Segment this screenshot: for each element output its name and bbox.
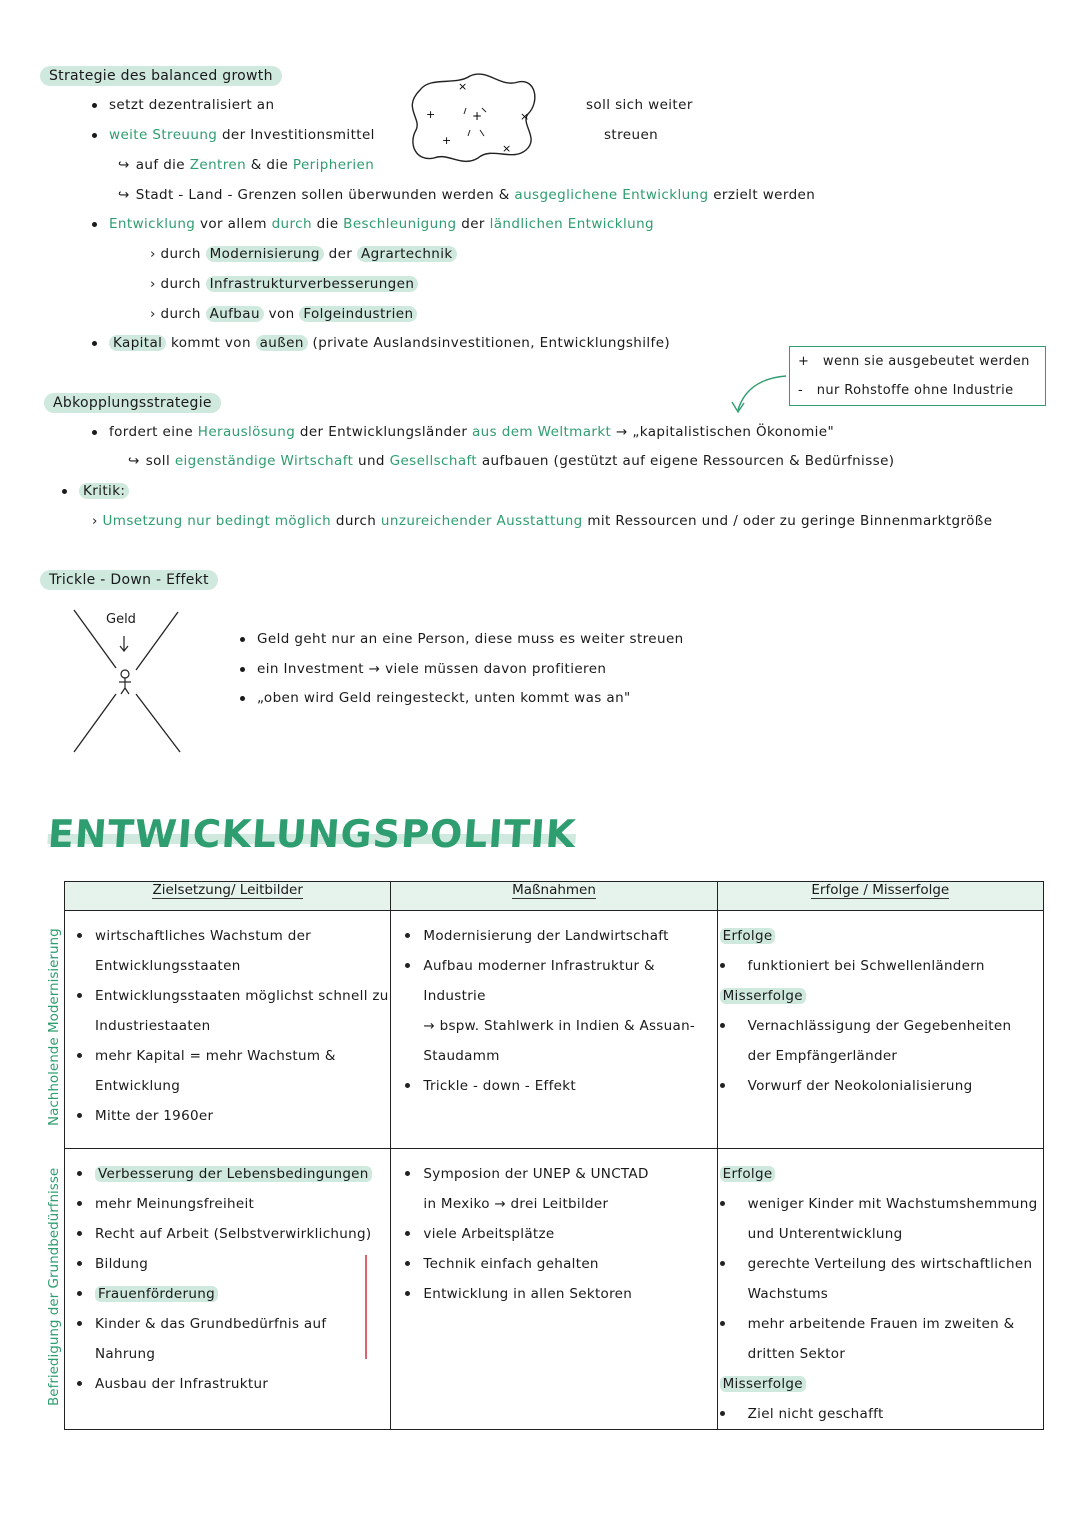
cell-line <box>720 1279 1043 1309</box>
cell-line <box>405 1219 716 1249</box>
svg-text:+: + <box>472 109 483 123</box>
r1-measures-cell <box>391 911 717 1149</box>
sketch-note-2: streuen <box>604 127 659 143</box>
cell-line <box>720 1309 1043 1339</box>
cell-text: Modernisierung der Landwirtschaft <box>423 928 669 944</box>
cell-text: Entwicklungsstaaten <box>95 958 241 974</box>
cell-text: Staudamm <box>423 1048 500 1064</box>
cell-line <box>77 1159 390 1189</box>
td-bullet-2: ein Investment → viele müssen davon profitieren <box>240 661 606 677</box>
bullet-dot <box>77 933 82 938</box>
cell-line <box>77 1101 390 1131</box>
svg-text:+: + <box>426 108 436 121</box>
row1-label: Nachholende Modernisierung <box>46 928 62 1126</box>
cell-line <box>405 1071 716 1101</box>
result-label: Misserfolge <box>720 1369 1043 1399</box>
bullet-dot <box>77 1113 82 1118</box>
cell-text: Kinder & das Grundbedürfnis auf <box>95 1316 327 1332</box>
cell-text: Ausbau der Infrastruktur <box>95 1376 269 1392</box>
balanced-growth-title: Strategie des balanced growth <box>40 66 282 86</box>
svg-text:×: × <box>458 80 468 93</box>
bg-line-4: ↪ Stadt - Land - Grenzen sollen überwunden werden & ausgeglichene Entwicklung erzielt werden <box>118 187 816 203</box>
entwicklungspolitik-table <box>64 881 1044 1430</box>
note-minus: - nur Rohstoffe ohne Industrie <box>798 383 1014 398</box>
cell-text: und Unterentwicklung <box>747 1226 903 1242</box>
cell-line <box>77 1279 390 1309</box>
cell-line <box>77 1339 390 1369</box>
cell-text: Industrie <box>423 988 486 1004</box>
ab-line-2: ↪ soll eigenständige Wirtschaft und Gesellschaft aufbauen (gestützt auf eigene Ressourcen & Bedürfnisse) <box>128 453 895 469</box>
trickle-down-sketch <box>66 608 186 758</box>
row2-label: Befriedigung der Grundbedürfnisse <box>46 1167 62 1406</box>
sketch-note-1: soll sich weiter <box>586 97 693 113</box>
cell-line <box>77 1249 390 1279</box>
cell-line <box>405 1189 716 1219</box>
svg-text:×: × <box>520 110 530 123</box>
cell-text: Mitte der 1960er <box>95 1108 214 1124</box>
cell-text: wirtschaftliches Wachstum der <box>95 928 312 944</box>
r2-measures-cell <box>391 1149 717 1430</box>
cell-text: Industriestaaten <box>95 1018 211 1034</box>
header-measures: Maßnahmen <box>391 882 717 911</box>
cell-text: viele Arbeitsplätze <box>423 1226 555 1242</box>
cell-line <box>405 981 716 1011</box>
bullet-dot <box>720 1411 725 1416</box>
cell-line <box>720 951 1043 981</box>
geld-label: Geld <box>106 612 136 627</box>
cell-text: weniger Kinder mit Wachstumshemmung <box>747 1196 1038 1212</box>
cell-line <box>77 1309 390 1339</box>
cell-line <box>405 921 716 951</box>
bullet-dot <box>405 1291 410 1296</box>
cell-line <box>720 1399 1043 1429</box>
result-label: Misserfolge <box>720 981 1043 1011</box>
bg-sub-3: › durch Aufbau von Folgeindustrien <box>150 306 417 322</box>
header-goals: Zielsetzung/ Leitbilder <box>65 882 391 911</box>
bg-line-5: Entwicklung vor allem durch die Beschleunigung der ländlichen Entwicklung <box>92 216 654 232</box>
cell-text: funktioniert bei Schwellenländern <box>747 958 985 974</box>
cell-text: Entwicklung <box>95 1078 181 1094</box>
bullet-dot <box>405 1171 410 1176</box>
cell-text: gerechte Verteilung des wirtschaftlichen <box>747 1256 1033 1272</box>
cell-text: in Mexiko → drei Leitbilder <box>423 1196 609 1212</box>
bg-sub-2: › durch Infrastrukturverbesserungen <box>150 276 418 292</box>
bg-line-2: weite Streuung der Investitionsmittel <box>92 127 375 143</box>
cell-line <box>77 1219 390 1249</box>
cell-text: Technik einfach gehalten <box>423 1256 599 1272</box>
svg-text:×: × <box>502 142 512 155</box>
cell-text: Wachstums <box>747 1286 829 1302</box>
cell-line <box>77 1011 390 1041</box>
cell-text: dritten Sektor <box>747 1346 846 1362</box>
cell-line <box>77 921 390 951</box>
bullet-dot <box>77 1291 82 1296</box>
cell-line <box>77 951 390 981</box>
bullet-dot <box>77 993 82 998</box>
cell-text: mehr Meinungsfreiheit <box>95 1196 255 1212</box>
bg-line-6: Kapital kommt von außen (private Auslandsinvestitionen, Entwicklungshilfe) <box>92 335 670 351</box>
cell-line <box>720 1339 1043 1369</box>
cell-text: mehr arbeitende Frauen im zweiten & <box>747 1316 1015 1332</box>
cell-text: Ziel nicht geschafft <box>747 1406 884 1422</box>
cell-line <box>77 981 390 1011</box>
main-title: ENTWICKLUNGSPOLITIK <box>46 812 578 856</box>
bullet-dot <box>77 1321 82 1326</box>
r1-goals-cell <box>65 911 391 1149</box>
svg-text:+: + <box>442 134 452 147</box>
bullet-dot <box>77 1261 82 1266</box>
cell-line <box>77 1041 390 1071</box>
bullet-dot <box>77 1053 82 1058</box>
cell-line <box>720 1189 1043 1219</box>
cell-text: Bildung <box>95 1256 149 1272</box>
cell-line <box>720 1219 1043 1249</box>
cell-text: Vernachlässigung der Gegebenheiten <box>747 1018 1012 1034</box>
bullet-dot <box>405 1231 410 1236</box>
bullet-dot <box>77 1231 82 1236</box>
kritik-label: Kritik: <box>62 483 129 499</box>
cell-line <box>405 1159 716 1189</box>
bullet-dot <box>720 963 725 968</box>
cell-line <box>405 1279 716 1309</box>
red-margin-line <box>365 1255 367 1359</box>
bg-sub-1: › durch Modernisierung der Agrartechnik <box>150 246 457 262</box>
bullet-dot <box>405 1261 410 1266</box>
bullet-dot <box>405 933 410 938</box>
cell-line <box>720 1011 1043 1041</box>
bullet-dot <box>720 1321 725 1326</box>
cell-line <box>77 1071 390 1101</box>
trickle-down-title: Trickle - Down - Effekt <box>40 570 218 590</box>
cell-text: Symposion der UNEP & UNCTAD <box>423 1166 649 1182</box>
td-bullet-1: Geld geht nur an eine Person, diese muss es weiter streuen <box>240 631 684 647</box>
bullet-dot <box>720 1201 725 1206</box>
cell-text: Recht auf Arbeit (Selbstverwirklichung) <box>95 1226 372 1242</box>
cell-line <box>720 1041 1043 1071</box>
cell-text: Frauenförderung <box>95 1286 218 1302</box>
cell-line <box>77 1189 390 1219</box>
bullet-dot <box>720 1261 725 1266</box>
r2-results-cell <box>717 1149 1043 1430</box>
bullet-dot <box>77 1171 82 1176</box>
cell-text: Entwicklungsstaaten möglichst schnell zu <box>95 988 389 1004</box>
r1-results-cell <box>717 911 1043 1149</box>
bullet-dot <box>720 1083 725 1088</box>
result-label: Erfolge <box>720 921 1043 951</box>
cell-line <box>405 1011 716 1041</box>
cell-text: → bspw. Stahlwerk in Indien & Assuan- <box>423 1018 696 1034</box>
bg-line-1: setzt dezentralisiert an <box>92 97 274 113</box>
bullet-dot <box>405 963 410 968</box>
curved-arrow-icon <box>730 372 790 416</box>
ab-line-1: fordert eine Herauslösung der Entwicklungsländer aus dem Weltmarkt → „kapitalistischen Ökonomie" <box>92 424 834 440</box>
cell-text: der Empfängerländer <box>747 1048 898 1064</box>
bullet-dot <box>77 1381 82 1386</box>
bg-line-3: ↪ auf die Zentren & die Peripherien <box>118 157 375 173</box>
cell-line <box>405 951 716 981</box>
bullet-dot <box>77 1201 82 1206</box>
cell-text: Vorwurf der Neokolonialisierung <box>747 1078 973 1094</box>
cell-text: Entwicklung in allen Sektoren <box>423 1286 633 1302</box>
cell-line <box>720 1249 1043 1279</box>
cell-text: Nahrung <box>95 1346 156 1362</box>
cell-line <box>77 1369 390 1399</box>
cell-text: Trickle - down - Effekt <box>423 1078 576 1094</box>
note-plus: + wenn sie ausgebeutet werden <box>798 354 1030 369</box>
td-bullet-3: „oben wird Geld reingesteckt, unten kommt was an" <box>240 690 631 706</box>
r2-goals-cell <box>65 1149 391 1430</box>
cell-text: Aufbau moderner Infrastruktur & <box>423 958 655 974</box>
cell-text: Verbesserung der Lebensbedingungen <box>95 1166 372 1182</box>
bullet-dot <box>405 1083 410 1088</box>
cell-line <box>405 1041 716 1071</box>
cell-line <box>720 1071 1043 1101</box>
cell-text: mehr Kapital = mehr Wachstum & <box>95 1048 336 1064</box>
cell-line <box>405 1249 716 1279</box>
abkopplung-title: Abkopplungsstrategie <box>44 393 221 413</box>
header-results: Erfolge / Misserfolge <box>717 882 1043 911</box>
scatter-blob-sketch <box>400 68 545 168</box>
result-label: Erfolge <box>720 1159 1043 1189</box>
bullet-dot <box>720 1023 725 1028</box>
kritik-line: › Umsetzung nur bedingt möglich durch unzureichender Ausstattung mit Ressourcen und / oder zu geringe Binnenmarktgröße <box>92 513 993 529</box>
